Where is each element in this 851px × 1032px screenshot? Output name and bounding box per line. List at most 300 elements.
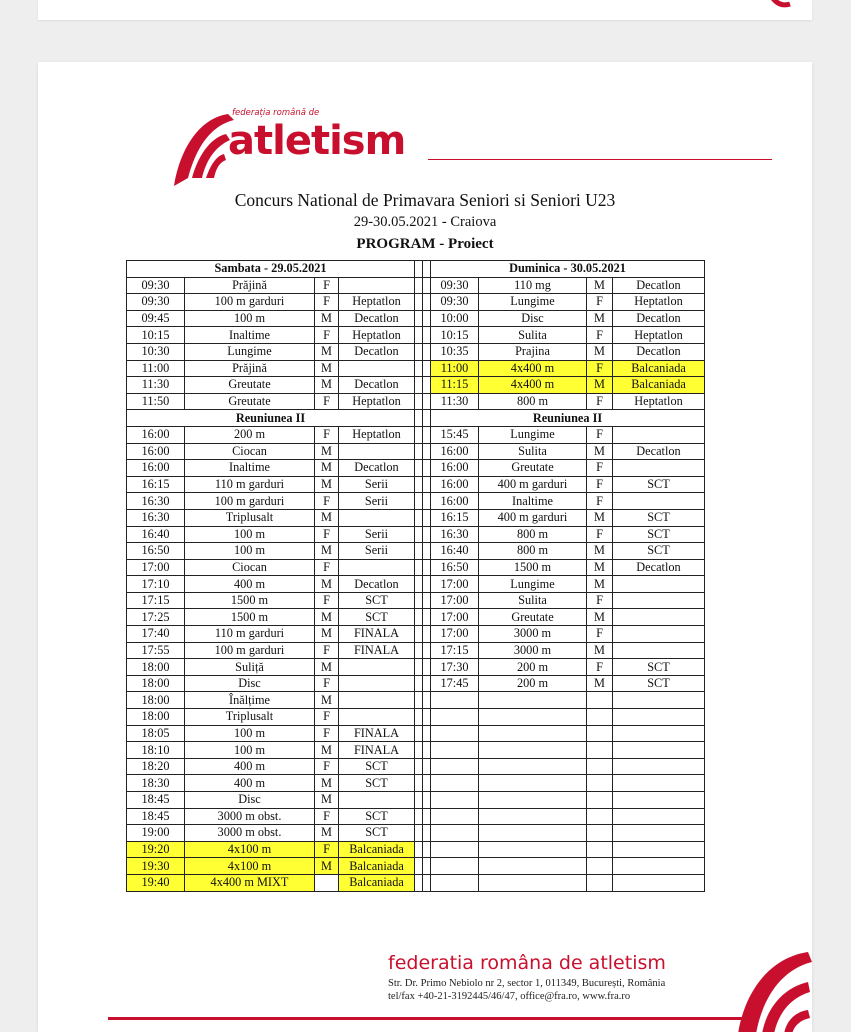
empty-cell — [431, 841, 479, 858]
table-row — [127, 874, 705, 891]
time-cell: 16:00 — [127, 426, 185, 443]
time-cell: 09:30 — [431, 277, 479, 294]
time-cell: 11:30 — [431, 393, 479, 410]
gender-cell: F — [587, 294, 613, 311]
footer-organization: federatia româna de atletism — [388, 952, 666, 974]
event-cell: 100 m garduri — [185, 493, 315, 510]
separator-cell — [423, 626, 431, 643]
event-cell: Înălțime — [185, 692, 315, 709]
category-cell — [339, 443, 415, 460]
gender-cell: F — [315, 426, 339, 443]
footer-contact: tel/fax +40-21-3192445/46/47, office@fra.ro, www.fra.ro — [388, 991, 631, 1002]
time-cell: 19:40 — [127, 874, 185, 891]
gender-cell: M — [315, 792, 339, 809]
gender-cell: M — [315, 775, 339, 792]
empty-cell — [587, 841, 613, 858]
empty-cell — [479, 858, 587, 875]
separator-cell — [415, 509, 423, 526]
table-row — [127, 343, 705, 360]
category-cell — [613, 576, 705, 593]
empty-cell — [613, 792, 705, 809]
separator-cell — [415, 559, 423, 576]
empty-cell — [587, 709, 613, 726]
empty-cell — [613, 692, 705, 709]
gender-cell: M — [315, 626, 339, 643]
document-date-location: 29-30.05.2021 - Craiova — [353, 214, 497, 230]
logo-caption: federația română de — [232, 108, 320, 118]
category-cell — [613, 493, 705, 510]
empty-cell — [587, 874, 613, 891]
event-cell: 4x400 m — [479, 360, 587, 377]
empty-cell — [587, 808, 613, 825]
separator-cell — [415, 709, 423, 726]
gender-cell: M — [315, 742, 339, 759]
category-cell: Decatlon — [339, 576, 415, 593]
separator-cell — [423, 841, 431, 858]
day2-header: Reuniunea II — [431, 410, 705, 427]
category-cell: SCT — [613, 659, 705, 676]
gender-cell: F — [315, 709, 339, 726]
footer-rule — [108, 1017, 748, 1020]
event-cell: 400 m — [185, 775, 315, 792]
separator-cell — [415, 261, 423, 278]
gender-cell: M — [587, 543, 613, 560]
separator-cell — [415, 327, 423, 344]
gender-cell: M — [315, 310, 339, 327]
event-cell: 4x400 m MIXT — [185, 874, 315, 891]
gender-cell: F — [315, 592, 339, 609]
schedule-table — [126, 260, 705, 892]
category-cell: FINALA — [339, 626, 415, 643]
time-cell: 17:10 — [127, 576, 185, 593]
time-cell: 10:15 — [127, 327, 185, 344]
event-cell: Sulita — [479, 592, 587, 609]
time-cell: 09:45 — [127, 310, 185, 327]
table-row — [127, 709, 705, 726]
category-cell: Decatlon — [339, 343, 415, 360]
gender-cell: M — [315, 476, 339, 493]
empty-cell — [587, 775, 613, 792]
gender-cell: M — [315, 543, 339, 560]
event-cell: 3000 m obst. — [185, 808, 315, 825]
time-cell: 17:25 — [127, 609, 185, 626]
day2-header: Duminica - 30.05.2021 — [431, 261, 705, 278]
footer-address-block — [388, 977, 665, 1003]
gender-cell: M — [315, 443, 339, 460]
category-cell: Decatlon — [613, 559, 705, 576]
separator-cell — [423, 775, 431, 792]
empty-cell — [479, 758, 587, 775]
table-row — [127, 775, 705, 792]
section-header-row — [127, 410, 705, 427]
empty-cell — [431, 775, 479, 792]
table-row — [127, 327, 705, 344]
gender-cell: F — [315, 493, 339, 510]
time-cell: 09:30 — [431, 294, 479, 311]
separator-cell — [415, 543, 423, 560]
separator-cell — [415, 725, 423, 742]
event-cell: 4x400 m — [479, 377, 587, 394]
gender-cell: M — [315, 343, 339, 360]
time-cell: 18:30 — [127, 775, 185, 792]
gender-cell: F — [587, 526, 613, 543]
time-cell: 10:00 — [431, 310, 479, 327]
empty-cell — [479, 874, 587, 891]
time-cell: 17:00 — [431, 576, 479, 593]
separator-cell — [423, 642, 431, 659]
header-rule — [428, 159, 772, 160]
gender-cell: F — [315, 294, 339, 311]
time-cell: 18:45 — [127, 792, 185, 809]
gender-cell — [315, 874, 339, 891]
event-cell: 110 m garduri — [185, 626, 315, 643]
empty-cell — [587, 742, 613, 759]
event-cell: 1500 m — [185, 609, 315, 626]
gender-cell: M — [587, 343, 613, 360]
time-cell: 18:00 — [127, 659, 185, 676]
separator-cell — [423, 559, 431, 576]
table-row — [127, 509, 705, 526]
empty-cell — [479, 692, 587, 709]
category-cell: Balcaniada — [339, 858, 415, 875]
separator-cell — [423, 310, 431, 327]
gender-cell: F — [315, 808, 339, 825]
table-row — [127, 294, 705, 311]
category-cell: Decatlon — [613, 310, 705, 327]
table-row — [127, 758, 705, 775]
gender-cell: M — [587, 443, 613, 460]
separator-cell — [423, 692, 431, 709]
empty-cell — [431, 825, 479, 842]
category-cell: SCT — [613, 675, 705, 692]
category-cell — [613, 592, 705, 609]
table-row — [127, 808, 705, 825]
gender-cell: F — [587, 592, 613, 609]
event-cell: Prajina — [479, 343, 587, 360]
time-cell: 17:15 — [127, 592, 185, 609]
time-cell: 11:15 — [431, 377, 479, 394]
separator-cell — [415, 675, 423, 692]
category-cell — [339, 792, 415, 809]
separator-cell — [415, 443, 423, 460]
table-row — [127, 443, 705, 460]
separator-cell — [423, 261, 431, 278]
separator-cell — [423, 460, 431, 477]
time-cell: 19:30 — [127, 858, 185, 875]
separator-cell — [423, 377, 431, 394]
separator-cell — [415, 592, 423, 609]
logo-wordmark: atletism — [228, 118, 406, 164]
empty-cell — [587, 758, 613, 775]
empty-cell — [431, 874, 479, 891]
event-cell: Lungime — [479, 426, 587, 443]
table-row — [127, 626, 705, 643]
time-cell: 17:15 — [431, 642, 479, 659]
gender-cell: M — [315, 576, 339, 593]
time-cell: 16:15 — [127, 476, 185, 493]
event-cell: 400 m garduri — [479, 509, 587, 526]
time-cell: 11:00 — [127, 360, 185, 377]
table-row — [127, 742, 705, 759]
event-cell: Greutate — [185, 377, 315, 394]
event-cell: Lungime — [185, 343, 315, 360]
empty-cell — [587, 825, 613, 842]
event-cell: 200 m — [479, 659, 587, 676]
separator-cell — [423, 576, 431, 593]
event-cell: 400 m — [185, 758, 315, 775]
section-header-row — [127, 261, 705, 278]
event-cell: 4x100 m — [185, 858, 315, 875]
time-cell: 17:45 — [431, 675, 479, 692]
separator-cell — [423, 825, 431, 842]
time-cell: 16:30 — [127, 509, 185, 526]
time-cell: 17:00 — [431, 609, 479, 626]
separator-cell — [423, 609, 431, 626]
event-cell: 3000 m — [479, 642, 587, 659]
separator-cell — [423, 874, 431, 891]
event-cell: Disc — [185, 792, 315, 809]
day1-header: Sambata - 29.05.2021 — [127, 261, 415, 278]
time-cell: 10:15 — [431, 327, 479, 344]
category-cell — [339, 709, 415, 726]
gender-cell: F — [587, 327, 613, 344]
separator-cell — [415, 277, 423, 294]
table-row — [127, 642, 705, 659]
separator-cell — [415, 609, 423, 626]
category-cell — [339, 277, 415, 294]
event-cell: Disc — [479, 310, 587, 327]
gender-cell: F — [587, 460, 613, 477]
table-row — [127, 858, 705, 875]
separator-cell — [415, 343, 423, 360]
separator-cell — [415, 858, 423, 875]
separator-cell — [415, 825, 423, 842]
category-cell: SCT — [339, 808, 415, 825]
category-cell: Serii — [339, 543, 415, 560]
gender-cell: M — [587, 277, 613, 294]
event-cell: Prăjină — [185, 277, 315, 294]
footer-address: Str. Dr. Primo Nebiolo nr 2, sector 1, 011349, București, România — [388, 978, 666, 989]
category-cell: SCT — [339, 592, 415, 609]
time-cell: 11:30 — [127, 377, 185, 394]
separator-cell — [415, 476, 423, 493]
table-row — [127, 393, 705, 410]
category-cell: Balcaniada — [339, 841, 415, 858]
gender-cell: M — [315, 825, 339, 842]
gender-cell: F — [315, 277, 339, 294]
empty-cell — [613, 742, 705, 759]
event-cell: 100 m — [185, 310, 315, 327]
gender-cell: M — [315, 377, 339, 394]
separator-cell — [423, 592, 431, 609]
gender-cell: M — [315, 460, 339, 477]
event-cell: 100 m — [185, 526, 315, 543]
category-cell: Heptatlon — [613, 327, 705, 344]
category-cell — [613, 460, 705, 477]
event-cell: 100 m garduri — [185, 642, 315, 659]
empty-cell — [587, 792, 613, 809]
category-cell: Heptatlon — [613, 393, 705, 410]
separator-cell — [423, 675, 431, 692]
gender-cell: F — [315, 642, 339, 659]
category-cell — [613, 642, 705, 659]
category-cell: Heptatlon — [339, 393, 415, 410]
gender-cell: F — [315, 327, 339, 344]
category-cell: Balcaniada — [339, 874, 415, 891]
category-cell: Serii — [339, 526, 415, 543]
separator-cell — [423, 426, 431, 443]
category-cell: Decatlon — [339, 460, 415, 477]
logo-arc-icon — [768, 0, 792, 14]
time-cell: 16:30 — [127, 493, 185, 510]
event-cell: 800 m — [479, 543, 587, 560]
category-cell — [613, 609, 705, 626]
separator-cell — [415, 393, 423, 410]
time-cell: 16:50 — [431, 559, 479, 576]
event-cell: 100 m — [185, 742, 315, 759]
event-cell: Prăjină — [185, 360, 315, 377]
event-cell: Inaltime — [185, 460, 315, 477]
table-row — [127, 659, 705, 676]
separator-cell — [415, 874, 423, 891]
event-cell: 4x100 m — [185, 841, 315, 858]
category-cell: SCT — [613, 509, 705, 526]
time-cell: 18:00 — [127, 692, 185, 709]
event-cell: Lungime — [479, 294, 587, 311]
time-cell: 16:40 — [431, 543, 479, 560]
separator-cell — [415, 410, 423, 427]
table-row — [127, 792, 705, 809]
gender-cell: F — [587, 626, 613, 643]
empty-cell — [431, 692, 479, 709]
gender-cell: F — [587, 659, 613, 676]
empty-cell — [431, 808, 479, 825]
gender-cell: F — [587, 476, 613, 493]
category-cell — [339, 675, 415, 692]
separator-cell — [423, 808, 431, 825]
time-cell: 17:40 — [127, 626, 185, 643]
event-cell: Suliță — [185, 659, 315, 676]
time-cell: 17:00 — [431, 592, 479, 609]
time-cell: 10:30 — [127, 343, 185, 360]
event-cell: Greutate — [185, 393, 315, 410]
event-cell: 1500 m — [185, 592, 315, 609]
separator-cell — [415, 310, 423, 327]
event-cell: 3000 m — [479, 626, 587, 643]
separator-cell — [415, 460, 423, 477]
separator-cell — [415, 642, 423, 659]
category-cell: SCT — [613, 526, 705, 543]
document-page — [38, 62, 812, 1032]
separator-cell — [423, 858, 431, 875]
time-cell: 19:20 — [127, 841, 185, 858]
event-cell: Ciocan — [185, 559, 315, 576]
event-cell: Sulita — [479, 327, 587, 344]
gender-cell: M — [587, 377, 613, 394]
empty-cell — [613, 841, 705, 858]
empty-cell — [431, 758, 479, 775]
gender-cell: M — [587, 675, 613, 692]
time-cell: 15:45 — [431, 426, 479, 443]
table-row — [127, 592, 705, 609]
time-cell: 09:30 — [127, 277, 185, 294]
separator-cell — [423, 393, 431, 410]
separator-cell — [423, 792, 431, 809]
separator-cell — [415, 841, 423, 858]
gender-cell: F — [315, 393, 339, 410]
gender-cell: F — [315, 559, 339, 576]
event-cell: Greutate — [479, 609, 587, 626]
gender-cell: F — [315, 526, 339, 543]
empty-cell — [479, 792, 587, 809]
time-cell: 16:50 — [127, 543, 185, 560]
empty-cell — [431, 725, 479, 742]
empty-cell — [613, 874, 705, 891]
table-row — [127, 543, 705, 560]
time-cell: 11:50 — [127, 393, 185, 410]
event-cell: Disc — [185, 675, 315, 692]
separator-cell — [415, 692, 423, 709]
gender-cell: M — [587, 642, 613, 659]
separator-cell — [423, 360, 431, 377]
category-cell: SCT — [613, 543, 705, 560]
time-cell: 16:00 — [431, 443, 479, 460]
time-cell: 18:20 — [127, 758, 185, 775]
event-cell: Sulita — [479, 443, 587, 460]
table-row — [127, 725, 705, 742]
time-cell: 18:45 — [127, 808, 185, 825]
category-cell: Heptatlon — [339, 294, 415, 311]
table-row — [127, 825, 705, 842]
time-cell: 17:00 — [431, 626, 479, 643]
category-cell — [613, 426, 705, 443]
document-title: Concurs National de Primavara Seniori si Seniori U23 — [234, 190, 616, 210]
separator-cell — [415, 360, 423, 377]
table-row — [127, 692, 705, 709]
time-cell: 11:00 — [431, 360, 479, 377]
gender-cell: F — [587, 393, 613, 410]
gender-cell: M — [315, 509, 339, 526]
event-cell: 100 m — [185, 543, 315, 560]
gender-cell: M — [587, 609, 613, 626]
separator-cell — [415, 775, 423, 792]
gender-cell: M — [587, 559, 613, 576]
time-cell: 16:30 — [431, 526, 479, 543]
gender-cell: F — [587, 426, 613, 443]
time-cell: 10:35 — [431, 343, 479, 360]
separator-cell — [415, 377, 423, 394]
separator-cell — [423, 725, 431, 742]
event-cell: 800 m — [479, 393, 587, 410]
separator-cell — [423, 493, 431, 510]
separator-cell — [415, 659, 423, 676]
category-cell: Balcaniada — [613, 360, 705, 377]
empty-cell — [613, 808, 705, 825]
time-cell: 17:30 — [431, 659, 479, 676]
empty-cell — [613, 725, 705, 742]
table-row — [127, 377, 705, 394]
time-cell: 16:00 — [431, 493, 479, 510]
separator-cell — [423, 443, 431, 460]
table-row — [127, 609, 705, 626]
empty-cell — [479, 841, 587, 858]
separator-cell — [423, 758, 431, 775]
gender-cell: M — [587, 576, 613, 593]
event-cell: 100 m — [185, 725, 315, 742]
separator-cell — [423, 659, 431, 676]
event-cell: 400 m garduri — [479, 476, 587, 493]
empty-cell — [431, 742, 479, 759]
